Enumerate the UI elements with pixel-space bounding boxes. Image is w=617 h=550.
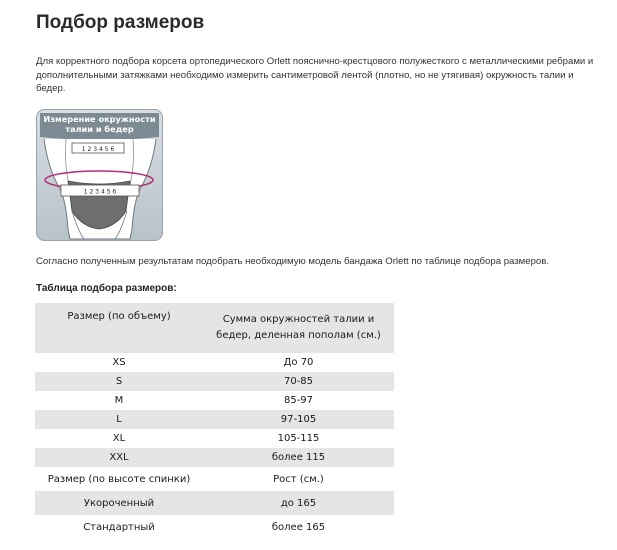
value-cell: до 165: [203, 491, 394, 515]
size-cell: XL: [112, 433, 126, 444]
size-cell: Укороченный: [35, 491, 203, 515]
intro-text: Для корректного подбора корсета ортопедического Orlett пояснично-крестцового полужесткого с металлическими ребрами и дополнительными затяжками необходимо измерить сантиметровой лентой (плотно, но не утягивая) окружность талии и бедер.: [36, 56, 594, 94]
size-cell: S: [35, 372, 203, 391]
value-cell: 105-115: [277, 433, 320, 444]
header-size-volume: Размер (по объему): [35, 303, 203, 353]
size-cell: XXL: [35, 448, 203, 467]
value-cell: 70-85: [203, 372, 394, 391]
body-measurement-illustration: [36, 109, 163, 241]
table-row: [35, 429, 394, 448]
page-title: Подбор размеров: [36, 12, 205, 33]
size-cell: M: [114, 395, 124, 406]
table-row: [35, 448, 394, 467]
size-table: [35, 303, 394, 539]
table-row-height-header: [35, 467, 394, 491]
value-cell: 97-105: [203, 410, 394, 429]
table-row: [35, 491, 394, 515]
header-girth-sum: [203, 303, 394, 353]
table-row: [35, 372, 394, 391]
table-row: [35, 410, 394, 429]
result-text: Согласно полученным результатам подобрать необходимую модель бандажа Orlett по таблице подбора размеров.: [36, 256, 550, 267]
table-header-row: [35, 303, 394, 353]
illustration-caption-2: талии и бедер: [65, 124, 134, 134]
value-cell: До 70: [283, 357, 314, 368]
value-cell: более 165: [271, 521, 326, 533]
size-cell: XS: [112, 357, 126, 368]
waist-tape-numbers: 1 2 3 4 5 6: [81, 146, 115, 153]
table-row: [35, 515, 394, 539]
table-heading: Таблица подбора размеров:: [36, 283, 177, 294]
illustration-caption-1: Измерение окружности: [43, 114, 156, 124]
table-row: [35, 391, 394, 410]
header-girth-line1: Сумма окружностей талии и: [222, 314, 375, 325]
value-cell: более 115: [203, 448, 394, 467]
size-cell: L: [35, 410, 203, 429]
size-cell: Стандартный: [83, 521, 155, 533]
header-size-height: Размер (по высоте спинки): [47, 473, 191, 485]
table-row: [35, 353, 394, 372]
header-height-cm: Рост (см.): [273, 473, 324, 485]
hip-tape-numbers: 1 2 3 4 5 6: [83, 188, 117, 196]
header-girth-line2: бедер, деленная пополам (см.): [216, 330, 381, 341]
value-cell: 85-97: [283, 395, 314, 406]
